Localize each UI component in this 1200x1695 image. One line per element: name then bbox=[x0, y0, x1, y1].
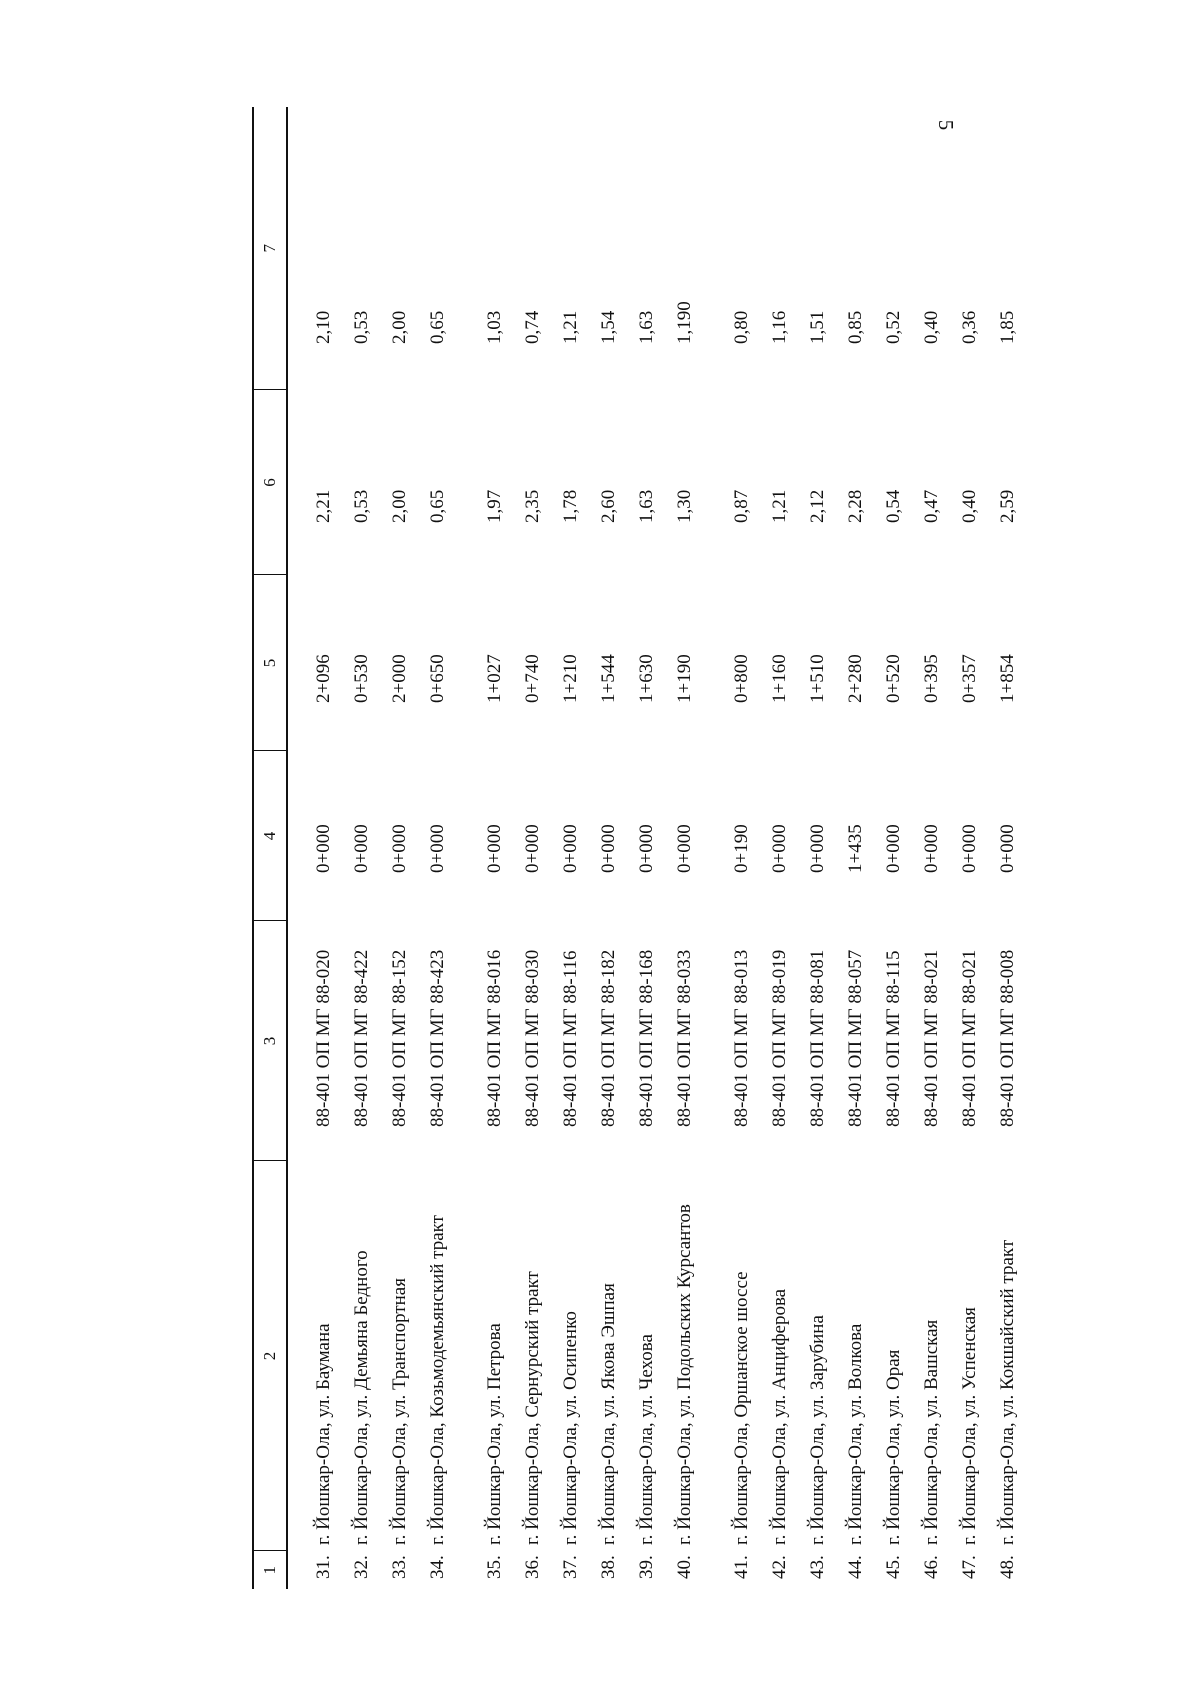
start-km: 0+000 bbox=[598, 824, 619, 873]
total-length: 1,30 bbox=[674, 489, 695, 523]
total-length: 1,21 bbox=[769, 489, 790, 523]
table-row bbox=[554, 107, 592, 1589]
length-value: 0,85 bbox=[845, 310, 866, 344]
row-number: 44. bbox=[845, 1555, 866, 1579]
end-km: 0+740 bbox=[522, 654, 543, 703]
start-km: 0+000 bbox=[883, 824, 904, 873]
table-row bbox=[459, 107, 516, 1589]
road-name: г. Йошкар-Ола, ул. Чехова bbox=[636, 1334, 657, 1545]
road-name: г. Йошкар-Ола, ул. Успенская bbox=[959, 1307, 980, 1545]
road-name: г. Йошкар-Ола, ул. Осипенко bbox=[560, 1311, 581, 1545]
road-id: 88-401 ОП МГ 88-168 bbox=[636, 949, 657, 1127]
end-km: 0+395 bbox=[921, 654, 942, 703]
road-id: 88-401 ОП МГ 88-033 bbox=[674, 949, 695, 1127]
row-number: 39. bbox=[636, 1555, 657, 1579]
rotated-table-container bbox=[252, 107, 1017, 1589]
start-km: 0+000 bbox=[389, 824, 410, 873]
end-km: 0+357 bbox=[959, 654, 980, 703]
end-km: 1+160 bbox=[769, 654, 790, 703]
total-length: 2,28 bbox=[845, 489, 866, 523]
table-row bbox=[801, 107, 839, 1589]
start-km: 0+000 bbox=[522, 824, 543, 873]
start-km: 0+000 bbox=[807, 824, 828, 873]
end-km: 1+210 bbox=[560, 654, 581, 703]
roads-table bbox=[252, 107, 1029, 1589]
length-value: 1,190 bbox=[674, 301, 695, 344]
start-km: 0+000 bbox=[427, 824, 448, 873]
row-number: 46. bbox=[921, 1555, 942, 1579]
total-length: 1,63 bbox=[636, 489, 657, 523]
total-length: 2,59 bbox=[997, 489, 1018, 523]
header-row bbox=[253, 107, 287, 1589]
header-col-1: 1 bbox=[253, 1551, 287, 1589]
length-value: 0,53 bbox=[351, 310, 372, 344]
road-id: 88-401 ОП МГ 88-008 bbox=[997, 949, 1018, 1127]
row-number: 37. bbox=[560, 1555, 581, 1579]
total-length: 0,40 bbox=[959, 489, 980, 523]
end-km: 0+530 bbox=[351, 654, 372, 703]
row-number: 41. bbox=[731, 1555, 752, 1579]
total-length: 2,35 bbox=[522, 489, 543, 523]
length-value: 0,36 bbox=[959, 310, 980, 344]
row-number: 35. bbox=[484, 1555, 505, 1579]
length-value: 1,51 bbox=[807, 310, 828, 344]
length-value: 0,65 bbox=[427, 310, 448, 344]
road-name: г. Йошкар-Ола, ул. Транспортная bbox=[389, 1278, 410, 1545]
row-number: 48. bbox=[997, 1555, 1018, 1579]
table-row bbox=[630, 107, 668, 1589]
end-km: 0+520 bbox=[883, 654, 904, 703]
road-name: г. Йошкар-Ола, ул. Якова Эшпая bbox=[598, 1283, 619, 1545]
road-name: г. Йошкар-Ола, Козьмодемьянский тракт bbox=[427, 1215, 448, 1545]
length-value: 1,85 bbox=[997, 310, 1018, 344]
table-row bbox=[763, 107, 801, 1589]
road-id: 88-401 ОП МГ 88-115 bbox=[883, 950, 904, 1127]
table-row bbox=[383, 107, 421, 1589]
end-km: 1+510 bbox=[807, 654, 828, 703]
road-name: г. Йошкар-Ола, ул. Подольских Курсантов bbox=[674, 1204, 695, 1545]
length-value: 0,80 bbox=[731, 310, 752, 344]
road-id: 88-401 ОП МГ 88-423 bbox=[427, 949, 448, 1127]
road-name: г. Йошкар-Ола, ул. Петрова bbox=[484, 1323, 505, 1545]
start-km: 0+000 bbox=[560, 824, 581, 873]
row-number: 33. bbox=[389, 1555, 410, 1579]
row-number: 47. bbox=[959, 1555, 980, 1579]
total-length: 2,21 bbox=[313, 489, 334, 523]
start-km: 0+000 bbox=[959, 824, 980, 873]
road-id: 88-401 ОП МГ 88-021 bbox=[959, 949, 980, 1127]
table-row bbox=[668, 107, 706, 1589]
row-number: 42. bbox=[769, 1555, 790, 1579]
road-id: 88-401 ОП МГ 88-013 bbox=[731, 949, 752, 1127]
road-id: 88-401 ОП МГ 88-081 bbox=[807, 949, 828, 1127]
road-name: г. Йошкар-Ола, ул. Кокшайский тракт bbox=[997, 1239, 1018, 1545]
start-km: 0+000 bbox=[921, 824, 942, 873]
table-row bbox=[421, 107, 459, 1589]
end-km: 0+800 bbox=[731, 654, 752, 703]
total-length: 2,00 bbox=[389, 489, 410, 523]
end-km: 1+027 bbox=[484, 654, 505, 703]
total-length: 1,78 bbox=[560, 489, 581, 523]
end-km: 1+630 bbox=[636, 654, 657, 703]
header-col-2: 2 bbox=[253, 1161, 287, 1551]
row-number: 34. bbox=[427, 1555, 448, 1579]
end-km: 2+000 bbox=[389, 654, 410, 703]
header-col-7: 7 bbox=[253, 107, 287, 390]
road-name: г. Йошкар-Ола, ул. Анциферова bbox=[769, 1288, 790, 1545]
table-row bbox=[345, 107, 383, 1589]
table-row bbox=[953, 107, 991, 1589]
start-km: 0+000 bbox=[997, 824, 1018, 873]
end-km: 2+096 bbox=[313, 654, 334, 703]
length-value: 0,52 bbox=[883, 310, 904, 344]
end-km: 1+544 bbox=[598, 654, 619, 703]
length-value: 2,00 bbox=[389, 310, 410, 344]
road-id: 88-401 ОП МГ 88-016 bbox=[484, 949, 505, 1127]
road-id: 88-401 ОП МГ 88-057 bbox=[845, 949, 866, 1127]
end-km: 2+280 bbox=[845, 654, 866, 703]
row-number: 36. bbox=[522, 1555, 543, 1579]
length-value: 1,16 bbox=[769, 310, 790, 344]
total-length: 2,12 bbox=[807, 489, 828, 523]
row-number: 38. bbox=[598, 1555, 619, 1579]
road-id: 88-401 ОП МГ 88-020 bbox=[313, 949, 334, 1127]
row-number: 31. bbox=[313, 1555, 334, 1579]
road-id: 88-401 ОП МГ 88-019 bbox=[769, 949, 790, 1127]
header-col-6: 6 bbox=[253, 390, 287, 575]
length-value: 1,21 bbox=[560, 310, 581, 344]
table-row bbox=[287, 107, 345, 1589]
road-name: г. Йошкар-Ола, ул. Зарубина bbox=[807, 1315, 828, 1545]
start-km: 1+435 bbox=[845, 824, 866, 873]
total-length: 0,87 bbox=[731, 489, 752, 523]
length-value: 0,40 bbox=[921, 310, 942, 344]
length-value: 0,74 bbox=[522, 310, 543, 344]
road-id: 88-401 ОП МГ 88-116 bbox=[560, 950, 581, 1127]
start-km: 0+000 bbox=[313, 824, 334, 873]
road-name: г. Йошкар-Ола, Сернурский тракт bbox=[522, 1271, 543, 1545]
road-name: г. Йошкар-Ола, Оршанское шоссе bbox=[731, 1271, 752, 1545]
table-body bbox=[287, 107, 1029, 1589]
table-row bbox=[839, 107, 877, 1589]
table-row bbox=[991, 107, 1029, 1589]
end-km: 1+190 bbox=[674, 654, 695, 703]
table-row bbox=[706, 107, 763, 1589]
total-length: 0,65 bbox=[427, 489, 448, 523]
total-length: 2,60 bbox=[598, 489, 619, 523]
row-number: 43. bbox=[807, 1555, 828, 1579]
road-name: г. Йошкар-Ола, ул. Демьяна Бедного bbox=[351, 1250, 372, 1545]
table-row bbox=[877, 107, 915, 1589]
road-name: г. Йошкар-Ола, ул. Баумана bbox=[313, 1323, 334, 1545]
row-number: 40. bbox=[674, 1555, 695, 1579]
table-row bbox=[516, 107, 554, 1589]
road-id: 88-401 ОП МГ 88-152 bbox=[389, 949, 410, 1127]
header-col-4: 4 bbox=[253, 751, 287, 921]
end-km: 1+854 bbox=[997, 654, 1018, 703]
end-km: 0+650 bbox=[427, 654, 448, 703]
table-row bbox=[592, 107, 630, 1589]
total-length: 1,97 bbox=[484, 489, 505, 523]
total-length: 0,47 bbox=[921, 489, 942, 523]
road-name: г. Йошкар-Ола, ул. Орая bbox=[883, 1349, 904, 1545]
length-value: 1,63 bbox=[636, 310, 657, 344]
road-name: г. Йошкар-Ола, ул. Вашская bbox=[921, 1319, 942, 1545]
header-col-3: 3 bbox=[253, 921, 287, 1161]
row-number: 32. bbox=[351, 1555, 372, 1579]
page-number: 5 bbox=[934, 119, 958, 131]
row-number: 45. bbox=[883, 1555, 904, 1579]
road-name: г. Йошкар-Ола, ул. Волкова bbox=[845, 1323, 866, 1545]
start-km: 0+000 bbox=[636, 824, 657, 873]
total-length: 0,53 bbox=[351, 489, 372, 523]
total-length: 0,54 bbox=[883, 489, 904, 523]
road-id: 88-401 ОП МГ 88-182 bbox=[598, 949, 619, 1127]
start-km: 0+000 bbox=[351, 824, 372, 873]
start-km: 0+190 bbox=[731, 824, 752, 873]
length-value: 1,03 bbox=[484, 310, 505, 344]
length-value: 2,10 bbox=[313, 310, 334, 344]
start-km: 0+000 bbox=[674, 824, 695, 873]
header-col-5: 5 bbox=[253, 575, 287, 751]
start-km: 0+000 bbox=[484, 824, 505, 873]
length-value: 1,54 bbox=[598, 310, 619, 344]
table-row bbox=[915, 107, 953, 1589]
road-id: 88-401 ОП МГ 88-422 bbox=[351, 949, 372, 1127]
start-km: 0+000 bbox=[769, 824, 790, 873]
road-id: 88-401 ОП МГ 88-021 bbox=[921, 949, 942, 1127]
road-id: 88-401 ОП МГ 88-030 bbox=[522, 949, 543, 1127]
